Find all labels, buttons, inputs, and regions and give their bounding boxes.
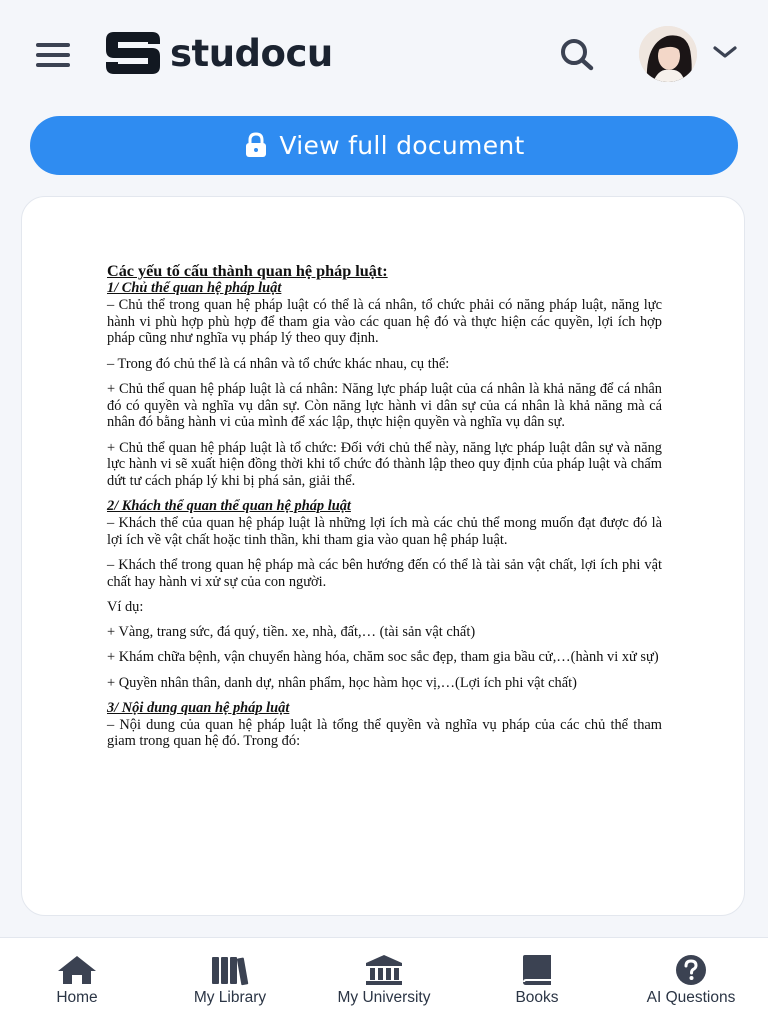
book-icon (517, 954, 557, 986)
nav-label-home: Home (56, 989, 98, 1006)
paragraph: – Trong đó chủ thể là cá nhân và tổ chức khác nhau, cụ thể: (107, 355, 450, 372)
section-heading-2: 2/ Khách thể quan thể quan hệ pháp luật (107, 498, 351, 515)
paragraph: – Khách thể trong quan hệ pháp mà các bên hướng đến có thể là tài sản vật chất, lợi ích phi vật chất hay hành vi xử sự của con người. (107, 557, 662, 590)
paragraph: – Chủ thể trong quan hệ pháp luật có thể là cá nhân, tổ chức phải có năng pháp luật, năng lực hành vi phù hợp phù hợp để tham gia vào các quan hệ đó và thực hiện các quyền, lợi ích hợp pháp cũng như nghĩa vụ pháp lý theo quy định. (107, 296, 662, 347)
paragraph: + Chủ thể quan hệ pháp luật là tổ chức: Đối với chủ thể này, năng lực pháp luật dân sự và năng lực hành vi sẽ xuất hiện đồng thời khi tổ chức đó thành lập theo quy định của pháp luật và chấm dứt tư cách pháp lý khi bị phá sản, giải thể. (107, 439, 662, 490)
home-icon (56, 954, 98, 986)
bottom-nav (0, 937, 768, 1024)
user-avatar[interactable] (639, 26, 697, 82)
view-full-document-label: View full document (279, 131, 525, 160)
nav-label-my-library: My Library (193, 989, 267, 1006)
nav-label-ai-questions: AI Questions (646, 989, 736, 1006)
section-heading-3: 3/ Nội dung quan hệ pháp luật (107, 699, 290, 716)
brand-name: studocu (170, 31, 333, 75)
chevron-down-icon[interactable] (712, 44, 738, 60)
document-title: Các yếu tố cấu thành quan hệ pháp luật: (107, 262, 388, 280)
studocu-logo[interactable] (104, 30, 333, 76)
app-header (0, 0, 768, 104)
view-full-document-button[interactable] (30, 116, 738, 175)
paragraph: + Chủ thể quan hệ pháp luật là cá nhân: Năng lực pháp luật của cá nhân là khả năng để cá nhân đó có quyền và nghĩa vụ dân sự. Còn năng lực hành vi dân sự của cá nhân là khả năng mà cá nhân đó bằng hành vi của mình để xác lập, thực hiện quyền và nghĩa vụ dân sự. (107, 380, 662, 431)
nav-item-books[interactable] (502, 954, 572, 1007)
paragraph: + Quyền nhân thân, danh dự, nhân phẩm, học hàm học vị,…(Lợi ích phi vật chất) (107, 674, 577, 691)
menu-icon[interactable] (36, 40, 70, 70)
paragraph: – Nội dung của quan hệ pháp luật là tổng thể quyền và nghĩa vụ pháp của các chủ thể tham giam trong quan hệ đó. Trong đó: (107, 716, 662, 750)
nav-label-books: Books (515, 989, 559, 1006)
paragraph: – Khách thể của quan hệ pháp luật là những lợi ích mà các chủ thể mong muốn đạt được đó là lợi ích về vật chất hoặc tinh thần, khi tham gia vào quan hệ pháp luật. (107, 515, 662, 548)
nav-item-ai-questions[interactable] (632, 954, 750, 1007)
nav-label-my-university: My University (337, 989, 431, 1006)
library-icon (210, 954, 250, 986)
avatar-photo (639, 26, 697, 82)
studocu-logo-icon (104, 30, 162, 76)
university-icon (364, 954, 404, 986)
document-content (107, 262, 662, 750)
nav-item-my-library[interactable] (180, 954, 280, 1007)
lock-icon (243, 132, 269, 158)
question-icon (671, 954, 711, 986)
section-heading-1: 1/ Chủ thể quan hệ pháp luật (107, 280, 282, 296)
nav-item-my-university[interactable] (322, 954, 446, 1007)
paragraph: + Khám chữa bệnh, vận chuyển hàng hóa, chăm soc sắc đẹp, tham gia bầu cử,…(hành vi xử sự) (107, 649, 659, 666)
paragraph: Ví dụ: (107, 599, 144, 616)
search-icon[interactable] (558, 37, 598, 71)
paragraph: + Vàng, trang sức, đá quý, tiền. xe, nhà, đất,… (tài sản vật chất) (107, 624, 476, 641)
nav-item-home[interactable] (38, 954, 116, 1007)
